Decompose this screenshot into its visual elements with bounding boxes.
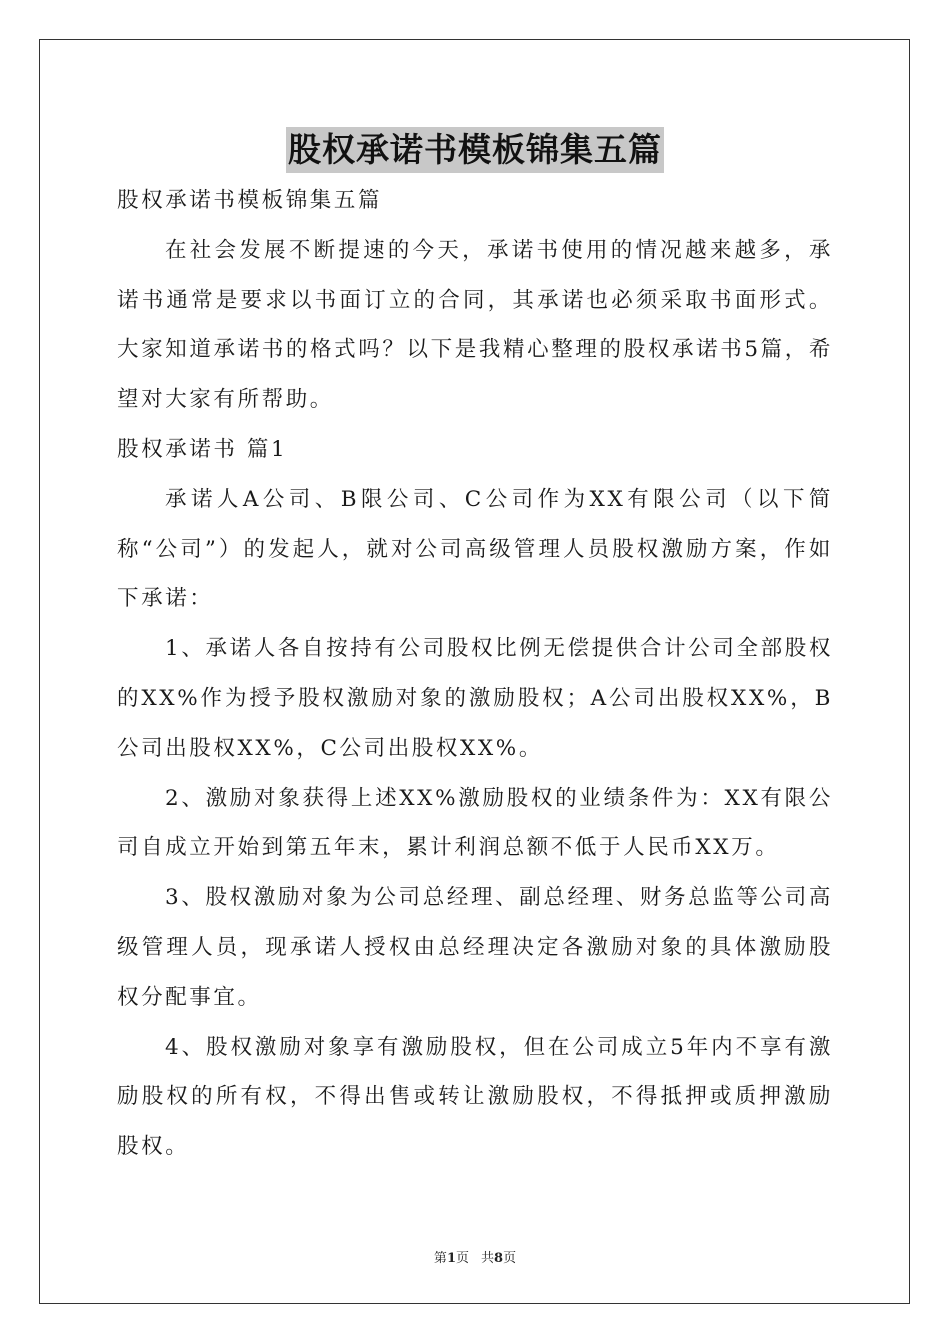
page-suffix: 页 bbox=[455, 1251, 469, 1266]
paragraph-item-1: 1、承诺人各自按持有公司股权比例无偿提供合计公司全部股权的XX%作为授予股权激励对象的激励股权；A公司出股权XX%，B公司出股权XX%，C公司出股权XX%。 bbox=[117, 636, 833, 761]
current-page-number: 1 bbox=[446, 1251, 456, 1266]
page-prefix: 第 bbox=[433, 1251, 447, 1266]
total-page-number: 8 bbox=[494, 1251, 504, 1266]
document-body bbox=[117, 176, 833, 1172]
paragraph-preamble: 承诺人A公司、B限公司、C公司作为XX有限公司（以下简称“公司”）的发起人，就对公司高级管理人员股权激励方案，作如下承诺： bbox=[117, 486, 833, 612]
document-title: 股权承诺书模板锦集五篇 bbox=[286, 127, 664, 173]
paragraph-item-2: 2、激励对象获得上述XX%激励股权的业绩条件为：XX有限公司自成立开始到第五年末，累计利润总额不低于人民币XX万。 bbox=[117, 785, 833, 861]
page-footer bbox=[0, 1247, 950, 1266]
paragraph-item-4: 4、股权激励对象享有激励股权，但在公司成立5年内不享有激励股权的所有权，不得出售或转让激励股权，不得抵押或质押激励股权。 bbox=[117, 1034, 833, 1160]
paragraph-item-3: 3、股权激励对象为公司总经理、副总经理、财务总监等公司高级管理人员，现承诺人授权由总经理决定各激励对象的具体激励股权分配事宜。 bbox=[117, 885, 833, 1010]
section-heading: 股权承诺书 篇1 bbox=[117, 436, 288, 462]
paragraph-subtitle: 股权承诺书模板锦集五篇 bbox=[117, 188, 383, 213]
total-suffix: 页 bbox=[503, 1251, 517, 1266]
title-container bbox=[0, 127, 950, 173]
total-prefix: 共 bbox=[481, 1251, 495, 1266]
paragraph-intro: 在社会发展不断提速的今天，承诺书使用的情况越来越多，承诺书通常是要求以书面订立的合同，其承诺也必须采取书面形式。大家知道承诺书的格式吗？以下是我精心整理的股权承诺书5篇，希望对大家有所帮助。 bbox=[117, 237, 833, 413]
